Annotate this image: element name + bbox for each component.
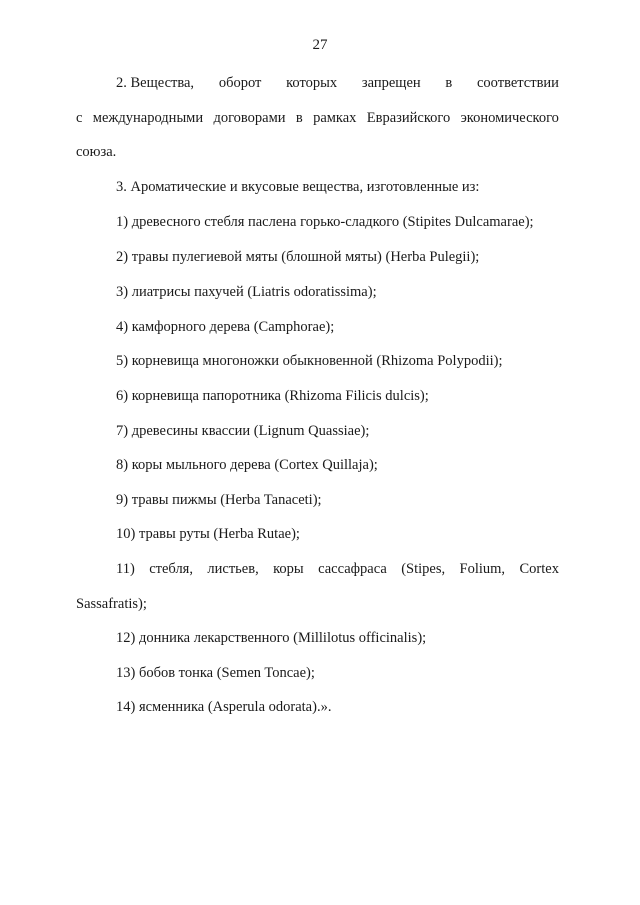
word: 2. Вещества, (116, 75, 195, 91)
word: в (445, 75, 453, 91)
list-item: 4) камфорного дерева (Camphorae); (116, 319, 335, 335)
word: стебля, (149, 561, 193, 577)
list-item: 10) травы руты (Herba Rutae); (116, 526, 300, 542)
word: соответствии (477, 75, 559, 91)
list-item: 12) донника лекарственного (Millilotus officinalis); (116, 630, 427, 646)
para2-line1 (116, 74, 559, 92)
list-item: 13) бобов тонка (Semen Toncae); (116, 665, 315, 681)
list-item: 14) ясменника (Asperula odorata).». (116, 699, 332, 715)
word: Евразийского (366, 110, 451, 126)
word: договорами (213, 110, 286, 126)
word: которых (286, 75, 338, 91)
word: (Stipes, (401, 561, 446, 577)
para2-line3: союза. (76, 144, 117, 160)
word: оборот (218, 75, 262, 91)
para3-heading: 3. Ароматические и вкусовые вещества, изготовленные из: (116, 179, 480, 195)
page-number: 27 (312, 37, 328, 53)
word: Folium, (459, 561, 506, 577)
word: коры (273, 561, 304, 577)
list-item: 2) травы пулегиевой мяты (блошной мяты) (Herba Pulegii); (116, 249, 480, 265)
word: листьев, (207, 561, 259, 577)
list-item: 3) лиатрисы пахучей (Liatris odoratissima); (116, 284, 377, 300)
list-item: 7) древесины квассии (Lignum Quassiae); (116, 423, 370, 439)
word: сассафраса (318, 561, 387, 577)
word: Cortex (519, 561, 559, 577)
word: с (76, 110, 83, 126)
word: международными (92, 110, 204, 126)
list-item: 1) древесного стебля паслена горько-сладкого (Stipites Dulcamarae); (116, 214, 534, 230)
word: 11) (116, 561, 135, 577)
word: в (295, 110, 303, 126)
word: рамках (313, 110, 357, 126)
list-item: 5) корневища многоножки обыкновенной (Rhizoma Polypodii); (116, 353, 503, 369)
word: запрещен (361, 75, 421, 91)
list-item: 6) корневища папоротника (Rhizoma Filicis dulcis); (116, 388, 429, 404)
list-item: 8) коры мыльного дерева (Cortex Quillaja); (116, 457, 378, 473)
para2-line2 (76, 109, 559, 127)
list-item: 9) травы пижмы (Herba Tanaceti); (116, 492, 322, 508)
list-item-11-line1 (116, 560, 559, 578)
list-item-11-line2: Sassafratis); (76, 596, 147, 612)
word: экономического (460, 110, 559, 126)
